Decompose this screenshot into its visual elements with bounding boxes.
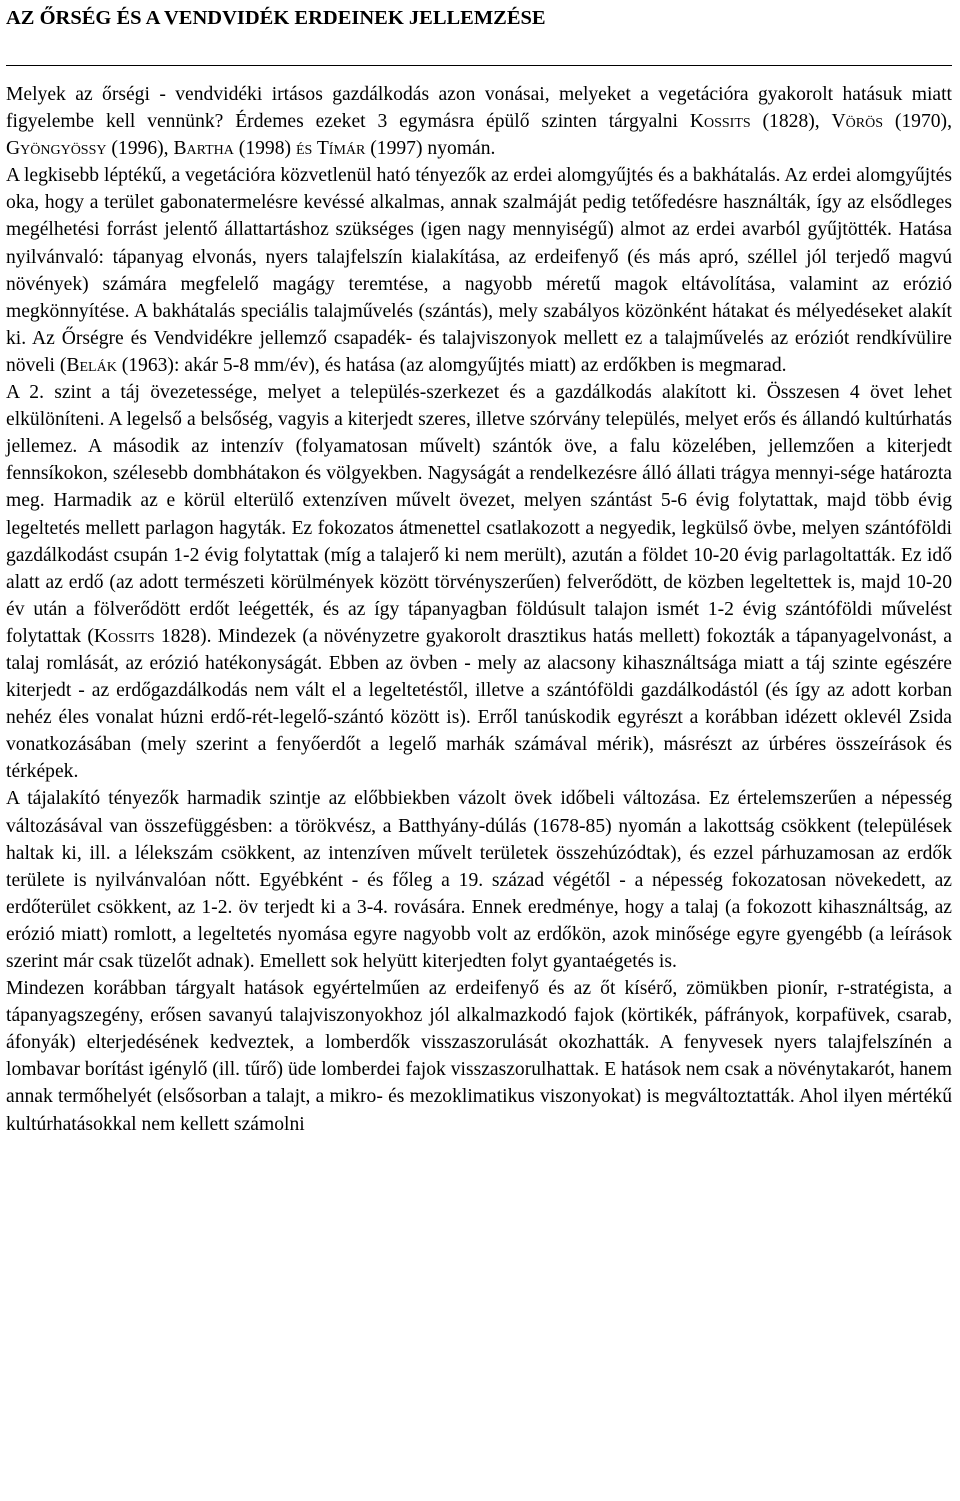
paragraph-2: A legkisebb léptékű, a vegetációra közvetlenül ható tényezők az erdei alomgyűjtés és a bakhátalás. Az erdei alomgyűjtés oka, hogy a terület gabonatermelésre kevéssé alkalmas, annak szalmáját pedig tetőfedésre használták, így az elsődleges megélhetési forrást jelentő állattartáshoz szükséges (igen nagy mennyiségű) almot az erdei avarból gyűjtötték. Hatása nyilvánvaló: tápanyag elvonás, nyers talajfelszín kialakítása, az erdeifenyő (és más apró, széllel jól terjedő magvú növények) számára megfelelő magágy teremtése, a nagyobb méretű magok eltávolítása, valamint az erózió megkönnyítése. A bakhátalás speciális talajművelés (szántás), mely szabályos közönként hátakat és mélyedéseket alakít ki. Az Őrségre és Vendvidékre jellemző csapadék- és talajviszonyok mellett ez a talajművelés az eróziót rendkívülire növeli (Belák (1963): akár 5-8 mm/év), és hatása (az alomgyűjtés miatt) az erdőkben is megmarad. <box>6 165 952 376</box>
author-citation: Bartha <box>173 138 234 160</box>
page-title: AZ ŐRSÉG ÉS A VENDVIDÉK ERDEINEK JELLEMZÉSE <box>6 7 546 29</box>
author-citation: Gyöngyössy <box>6 138 107 160</box>
author-citation: Kossits <box>93 625 155 647</box>
document-page <box>6 0 952 1138</box>
author-citation: Vörös <box>831 111 883 133</box>
author-citation: és Tímár <box>295 138 366 160</box>
author-citation: Belák <box>66 354 117 376</box>
paragraph-1: Melyek az őrségi - vendvidéki irtásos gazdálkodás azon vonásai, melyeket a vegetációra gyakorolt hatásuk miatt figyelembe kell vennünk? Érdemes ezeket 3 egymásra épülő szinten tárgyalni Kossits (1828), Vörös (1970), Gyöngyössy (1996), Bartha (1998) és Tímár (1997) nyomán. <box>6 84 952 160</box>
paragraph-4: A tájalakító tényezők harmadik szintje az előbbiekben vázolt övek időbeli változása. Ez értelemszerűen a népesség változásával van összefüggésben: a törökvész, a Batthyány-dúlás (1678-85) nyomán a lakottság csökkent (települések haltak ki, ill. a lélekszám csökkent, az intenzíven művelt területek összehúzódtak), és ezzel párhuzamosan az erdők területe is nyilvánvalóan nőtt. Egyébként - és főleg a 19. század végétől - a népesség fokozatosan növekedett, az erdőterület csökkent, az 1-2. öv terjedt ki a 3-4. rovására. Ennek eredménye, hogy a talaj (a fokozott kihasználtság, az erózió miatt) romlott, a legeltetés nyomása egyre nagyobb volt az erdőkön, azok minősége egyre gyengébb (a leírások szerint már csak tüzelőt adnak). Emellett sok helyütt kiterjedten folyt gyantaégetés is. <box>6 788 952 972</box>
body-text <box>6 81 952 1138</box>
paragraph-5: Mindezen korábban tárgyalt hatások egyértelműen az erdeifenyő és az őt kísérő, zömükben pionír, r-stratégista, a tápanyagszegény, erősen savanyú talajviszonyokhoz jól alkalmazkodó fajok (körtikék, páfrányok, korpafüvek, csarab, áfonyák) elterjedésének kedveztek, a lomberdők visszaszorulását okozhatták. A fenyvesek nyers talajfelszínén a lombavar borítást igénylő (ill. tűrő) üde lomberdei fajok visszaszorulhattak. E hatások nem csak a növénytakarót, hanem annak termőhelyét (elsősorban a talajt, a mikro- és mezoklimatikus viszonyokat) is megváltoztatták. Ahol ilyen mértékű kultúrhatásokkal nem kellett számolni <box>6 978 952 1135</box>
title-divider <box>6 65 952 66</box>
paragraph-3: A 2. szint a táj övezetessége, melyet a település-szerkezet és a gazdálkodás alakított ki. Összesen 4 övet lehet elkülöníteni. A legelső a belsőség, vagyis a kiterjedt szeres, illetve szórvány település, melyet erős és állandó kultúrhatás jellemez. A második az intenzív (folyamatosan művelt) szántók öve, a falu közelében, jellemzően a kiterjedt fennsíkokon, szélesebb dombhátakon és völgyekben. Nagyságát a rendelkezésre álló állati trágya mennyi-sége határozta meg. Harmadik az e körül elterülő extenzíven művelt övezet, melyen szántást 5-6 évig folytattak, majd több évig legeltetés mellett parlagon hagyták. Ez fokozatos átmenettel csatlakozott a negyedik, legkülső övbe, melyen szántóföldi gazdálkodást csupán 1-2 évig folytattak (míg a talajerő ki nem merült), azután a földet 10-20 évig parlagoltatták. Ez idő alatt az erdő (az adott természeti körülmények között törvényszerűen) felverődött, de közben legeltettek is, majd 10-20 év után a fölverődött erdőt leégették, és az így tápanyagban földúsult talajon ismét 1-2 évig szántóföldi művelést folytattak (Kossits 1828). Mindezek (a növényzetre gyakorolt drasztikus hatás mellett) fokozták a tápanyagelvonást, a talaj romlását, az erózió hatékonyságát. Ebben az övben - mely az alacsony kihasználtsága miatt a táj szinte egészére kiterjedt - az erdőgazdálkodás nem vált el a legeltetéstől, illetve a szántóföldi gazdálkodástól (és így az adott korban nehéz éles vonalat húzni erdő-rét-legelő-szántó között is). Erről tanúskodik egyrészt a korábban idézett oklevél Zsida vonatkozásában (mely szerint a fenyőerdőt a legelő marhák számával mérik), másrészt az úrbéres összeírások és térképek. <box>6 382 952 783</box>
author-citation: Kossits <box>689 111 751 133</box>
